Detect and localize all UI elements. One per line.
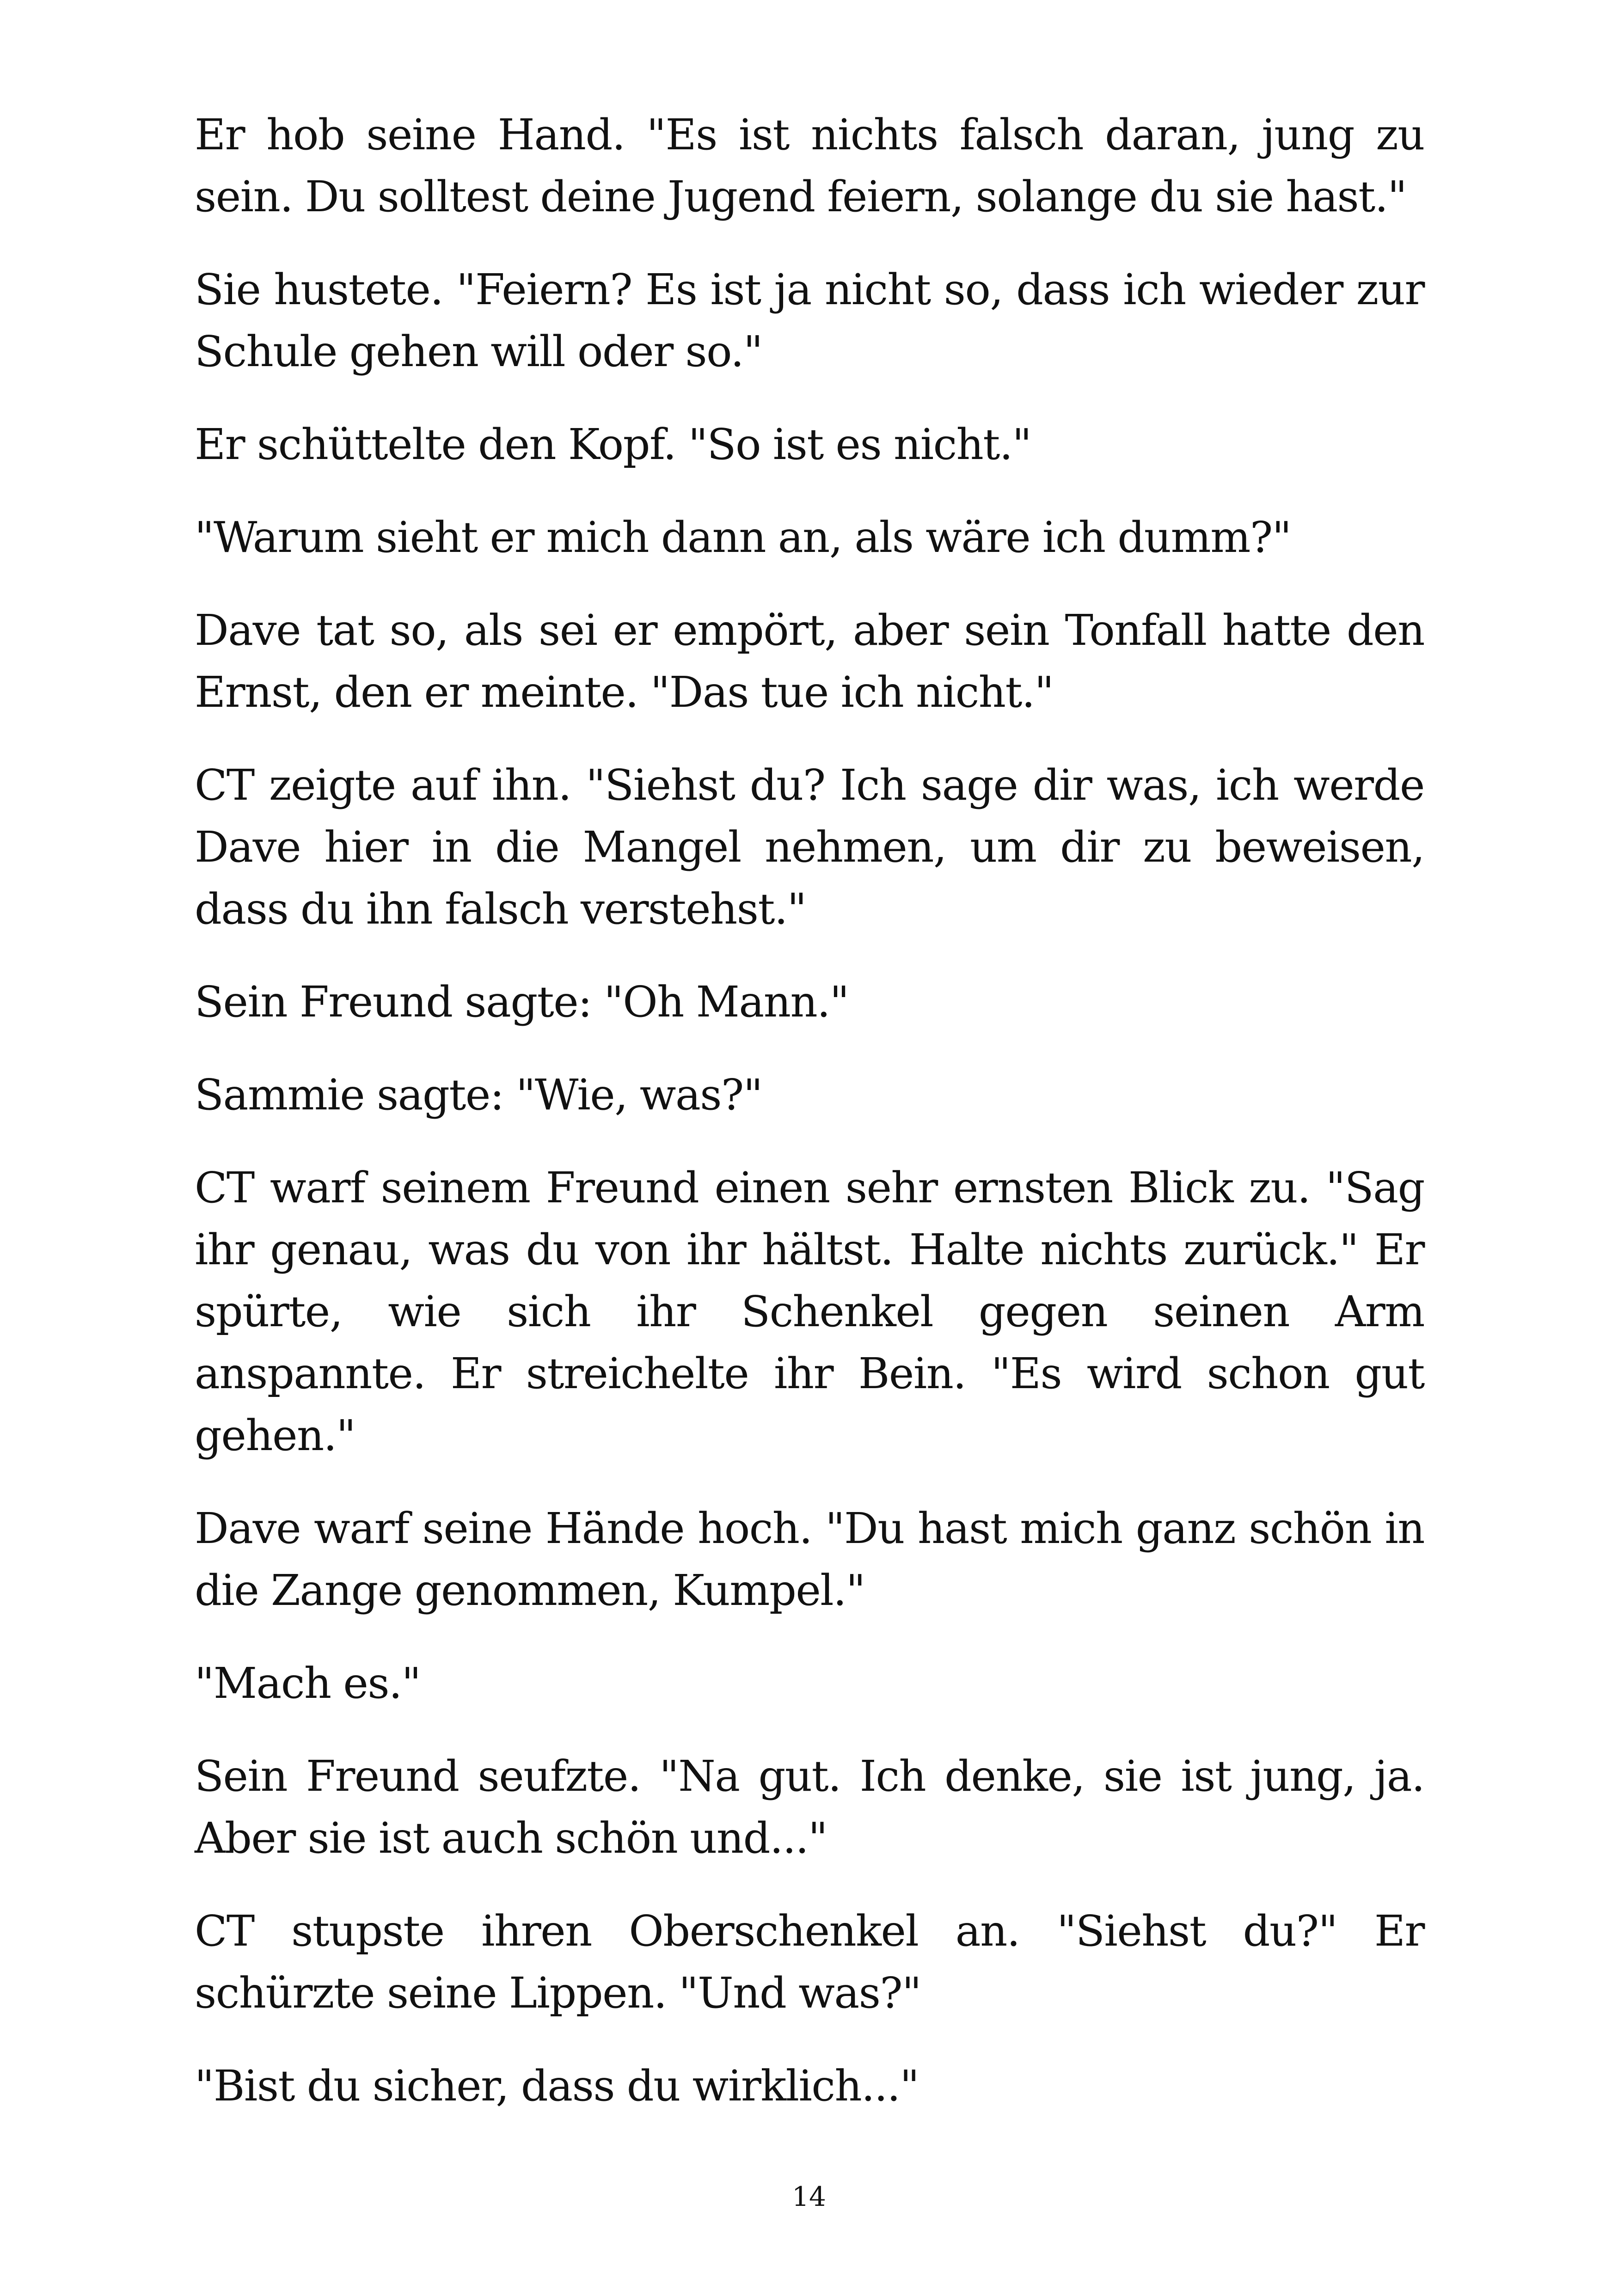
paragraph: CT zeigte auf ihn. "Siehst du? Ich sage dir was, ich werde Dave hier in die Mangel nehmen, um dir zu beweisen, dass du ihn falsch verstehst.": [195, 760, 1424, 934]
paragraph: "Mach es.": [195, 1659, 421, 1708]
paragraph: CT warf seinem Freund einen sehr ernsten Blick zu. "Sag ihr genau, was du von ihr hältst. Halte nichts zurück." Er spürte, wie sich ihr Schenkel gegen seinen Arm anspannte. Er streichelte ihr Bein. "Es wird schon gut gehen.": [195, 1163, 1424, 1460]
paragraph: Sein Freund sagte: "Oh Mann.": [195, 977, 849, 1027]
paragraph: Dave warf seine Hände hoch. "Du hast mich ganz schön in die Zange genommen, Kumpel.": [195, 1504, 1424, 1615]
paragraph: Sein Freund seufzte. "Na gut. Ich denke, sie ist jung, ja. Aber sie ist auch schön und...": [195, 1751, 1424, 1863]
paragraph: "Bist du sicher, dass du wirklich...": [195, 2061, 919, 2111]
body-text: [195, 104, 1424, 2148]
paragraph: CT stupste ihren Oberschenkel an. "Siehst du?" Er schürzte seine Lippen. "Und was?": [195, 1906, 1424, 2018]
paragraph: Sie hustete. "Feiern? Es ist ja nicht so, dass ich wieder zur Schule gehen will oder so.": [195, 265, 1424, 376]
paragraph: "Warum sieht er mich dann an, als wäre ich dumm?": [195, 513, 1291, 562]
paragraph: Er hob seine Hand. "Es ist nichts falsch daran, jung zu sein. Du solltest deine Jugend feiern, solange du sie hast.": [195, 110, 1424, 221]
paragraph: Dave tat so, als sei er empört, aber sein Tonfall hatte den Ernst, den er meinte. "Das tue ich nicht.": [195, 606, 1424, 717]
page-number: 14: [792, 2181, 826, 2212]
paragraph: Er schüttelte den Kopf. "So ist es nicht.": [195, 420, 1031, 469]
paragraph: Sammie sagte: "Wie, was?": [195, 1070, 762, 1120]
